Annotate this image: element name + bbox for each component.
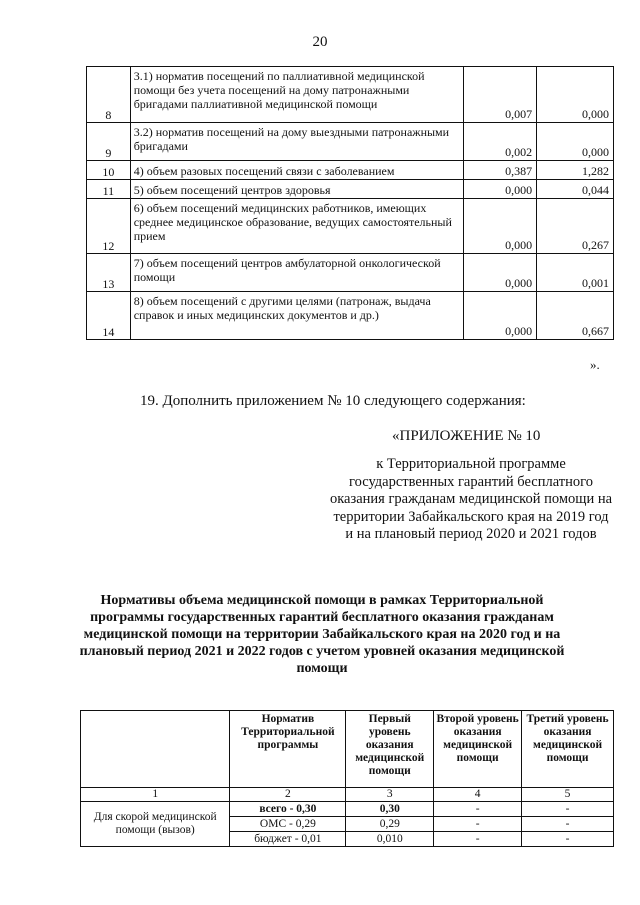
volume-table	[86, 66, 614, 340]
appendix-subtitle: к Территориальной программе государственных гарантий бесплатного оказания гражданам медицинской помощи на территории Забайкальского края на 2019 год и на плановый период 2020 и 2021 годов	[329, 456, 613, 542]
document-title: Нормативы объема медицинской помощи в рамках Территориальной программы государственных гарантий бесплатного оказания гражданам медицинской помощи на территории Забайкальского края на 2020 год и на плановый период 2021 и 2022 годов с учетом уровней оказания медицинской помощи	[79, 593, 565, 676]
row-value: 0,000	[463, 180, 536, 199]
norm-budget: бюджет - 0,01	[230, 832, 346, 847]
row-value: 0,000	[463, 254, 536, 292]
level-1-value: 0,30	[346, 802, 434, 817]
row-description: 4) объем разовых посещений связи с заболеванием	[130, 161, 463, 180]
column-header: Второй уровень оказания медицинской помощи	[434, 711, 522, 788]
level-3-value: -	[522, 817, 614, 832]
column-header: Третий уровень оказания медицинской помощи	[522, 711, 614, 788]
appendix-heading: «ПРИЛОЖЕНИЕ № 10	[392, 428, 541, 444]
column-number: 4	[434, 788, 522, 802]
row-value: 0,667	[537, 292, 614, 340]
column-header: Первый уровень оказания медицинской помощи	[346, 711, 434, 788]
row-value: 0,001	[537, 254, 614, 292]
row-number: 13	[87, 254, 131, 292]
row-label: Для скорой медицинской помощи (вызов)	[81, 802, 230, 847]
row-description: 7) объем посещений центров амбулаторной онкологической помощи	[130, 254, 463, 292]
page-number: 20	[312, 34, 328, 50]
table-row	[87, 254, 614, 292]
row-value: 0,000	[537, 123, 614, 161]
row-value: 1,282	[537, 161, 614, 180]
row-description: 3.2) норматив посещений на дому выездными патронажными бригадами	[130, 123, 463, 161]
row-number: 9	[87, 123, 131, 161]
table-row	[87, 180, 614, 199]
level-1-value: 0,010	[346, 832, 434, 847]
row-value: 0,000	[463, 199, 536, 254]
row-number: 14	[87, 292, 131, 340]
row-value: 0,267	[537, 199, 614, 254]
row-value: 0,002	[463, 123, 536, 161]
column-header	[81, 711, 230, 788]
level-2-value: -	[434, 832, 522, 847]
row-description: 5) объем посещений центров здоровья	[130, 180, 463, 199]
level-2-value: -	[434, 817, 522, 832]
row-description: 6) объем посещений медицинских работников, имеющих среднее медицинское образование, ведущих самостоятельный прием	[130, 199, 463, 254]
row-number: 12	[87, 199, 131, 254]
norm-oms: ОМС - 0,29	[230, 817, 346, 832]
column-number: 2	[230, 788, 346, 802]
table-row	[81, 802, 614, 817]
table-header-row	[81, 711, 614, 788]
closing-quote: ».	[590, 357, 600, 372]
row-value: 0,044	[537, 180, 614, 199]
row-value: 0,387	[463, 161, 536, 180]
table-row	[87, 199, 614, 254]
amendment-paragraph: 19. Дополнить приложением № 10 следующего содержания:	[140, 393, 526, 409]
row-value: 0,007	[463, 67, 536, 123]
column-number: 3	[346, 788, 434, 802]
row-number: 8	[87, 67, 131, 123]
row-value: 0,000	[537, 67, 614, 123]
table-row	[87, 161, 614, 180]
table-row	[87, 292, 614, 340]
table-row	[87, 67, 614, 123]
column-number: 5	[522, 788, 614, 802]
level-2-value: -	[434, 802, 522, 817]
column-header: Норматив Территориальной программы	[230, 711, 346, 788]
row-value: 0,000	[463, 292, 536, 340]
table-row	[87, 123, 614, 161]
row-description: 3.1) норматив посещений по паллиативной медицинской помощи без учета посещений на дому патронажными бригадами паллиативной медицинской помощи	[130, 67, 463, 123]
level-3-value: -	[522, 802, 614, 817]
row-number: 10	[87, 161, 131, 180]
level-3-value: -	[522, 832, 614, 847]
norms-table	[80, 710, 614, 847]
norm-total: всего - 0,30	[230, 802, 346, 817]
row-number: 11	[87, 180, 131, 199]
level-1-value: 0,29	[346, 817, 434, 832]
row-description: 8) объем посещений с другими целями (патронаж, выдача справок и иных медицинских документов и др.)	[130, 292, 463, 340]
column-number-row	[81, 788, 614, 802]
column-number: 1	[81, 788, 230, 802]
